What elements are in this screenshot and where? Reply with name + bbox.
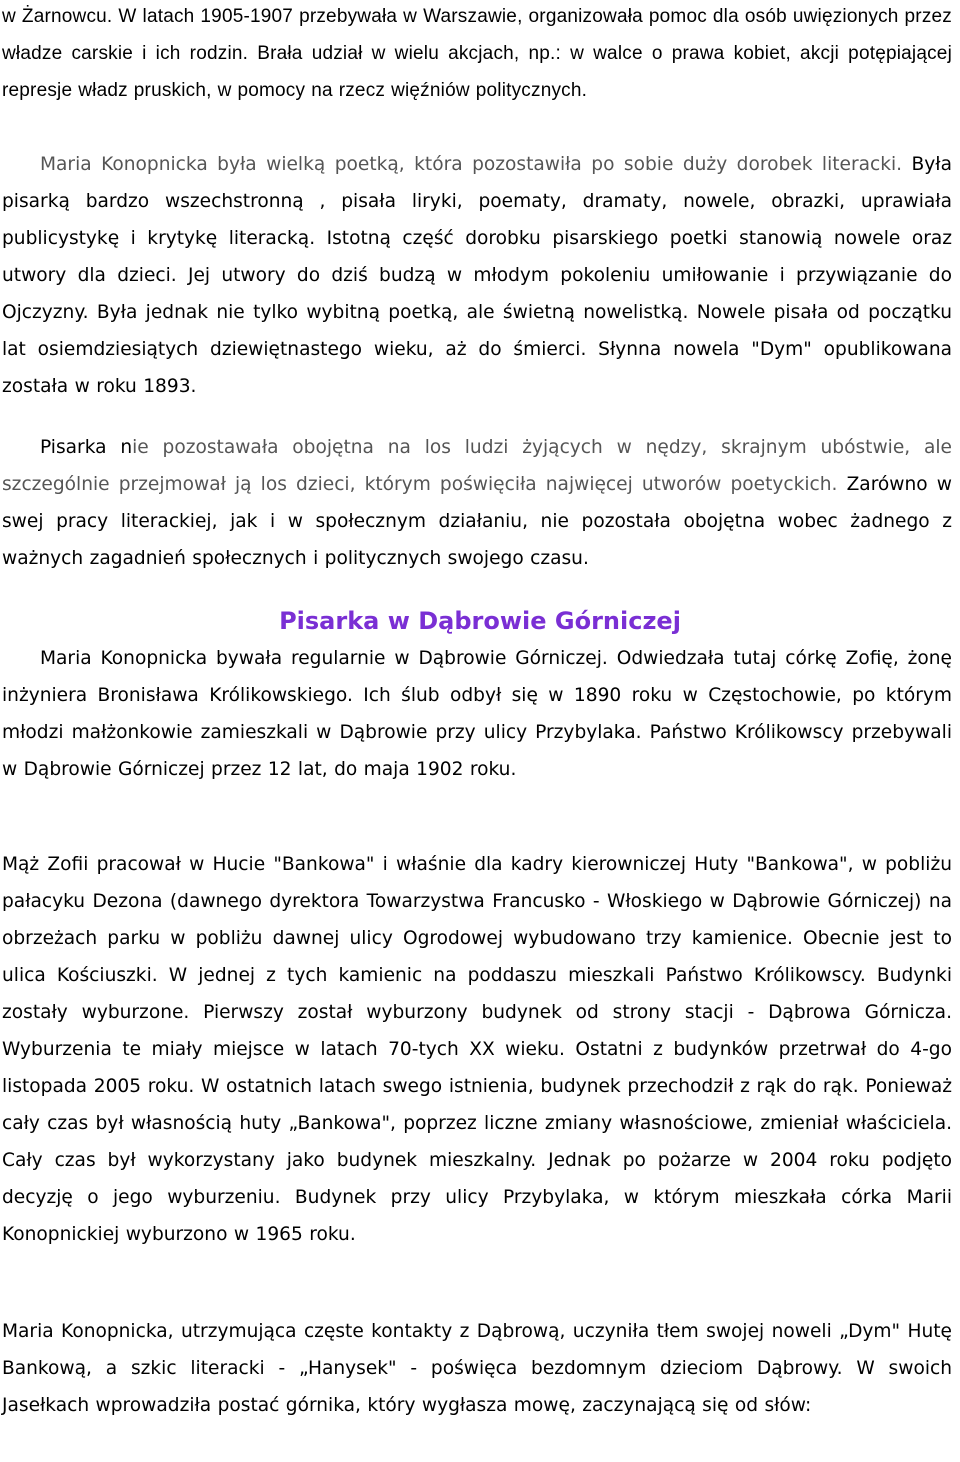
social-engagement-start: Pisarka n (40, 437, 133, 458)
literary-output-body: Była pisarką bardzo wszechstronną , pisała liryki, poematy, dramaty, nowele, obrazki, uprawiała publicystykę i krytykę literacką. Istotną część dorobku pisarskiego poetki stanowią nowele oraz utwory dla dzieci. Jej utwory do dziś budzą w młodym pokoleniu umiłowanie i przywiązanie do Ojczyzny. Była jednak nie tylko wybitną poetką, ale świetną nowelistką. Nowele pisała od początku lat osiemdziesiątych dziewiętnastego wieku, aż do śmierci. Słynna nowela "Dym" opublikowana została w roku 1893. (2, 154, 952, 397)
intro-paragraph: w Żarnowcu. W latach 1905-1907 przebywała w Warszawie, organizowała pomoc dla osób uwięzionych przez władze carskie i ich rodzin. Brała udział w wielu akcjach, np.: w walce o prawa kobiet, akcji potępiającej represje władz pruskich, w pomocy na rzecz więźniów politycznych. (2, 6, 952, 101)
literary-output-paragraph (0, 146, 960, 405)
section-heading: Pisarka w Dąbrowie Górniczej (279, 607, 681, 635)
literary-output-lead: Maria Konopnicka była wielką poetką, która pozostawiła po sobie duży dorobek literacki. (40, 154, 903, 175)
social-engagement-paragraph (0, 429, 960, 577)
dabrowa-visits-paragraph: Maria Konopnicka bywała regularnie w Dąbrowie Górniczej. Odwiedzała tutaj córkę Zofię, żonę inżyniera Bronisława Królikowskiego. Ich ślub odbył się w 1890 roku w Częstochowie, po którym młodzi małżonkowie zamieszkali w Dąbrowie przy ulicy Przybylaka. Państwo Królikowscy przebywali w Dąbrowie Górniczej przez 12 lat, do maja 1902 roku. (2, 648, 952, 780)
social-engagement-grey: ie pozostawała obojętna na los ludzi żyjących w nędzy, skrajnym ubóstwie, ale szczególnie przejmował ją los dzieci, którym poświęciła najwięcej utworów poetyckich. (2, 437, 952, 495)
bankowa-houses-paragraph: Mąż Zofii pracował w Hucie "Bankowa" i właśnie dla kadry kierowniczej Huty "Bankowa", w pobliżu pałacyku Dezona (dawnego dyrektora Towarzystwa Francusko - Włoskiego w Dąbrowie Górniczej) na obrzeżach parku w pobliżu dawnej ulicy Ogrodowej wybudowano trzy kamienice. Obecnie jest to ulica Kościuszki. W jednej z tych kamienic na poddaszu mieszkali Państwo Królikowscy. Budynki zostały wyburzone. Pierwszy został wyburzony budynek od strony stacji - Dąbrowa Górnicza. Wyburzenia te miały miejsce w latach 70-tych XX wieku. Ostatni z budynków przetrwał do 4-go listopada 2005 roku. W ostatnich latach swego istnienia, budynek przechodził z rąk do rąk. Ponieważ cały czas był własnością huty „Bankowa", poprzez liczne zmiany własnościowe, zmieniał właściciela. Cały czas był wykorzystany jako budynek mieszkalny. Jednak po pożarze w 2004 roku podjęto decyzję o jego wyburzeniu. Budynek przy ulicy Przybylaka, w którym mieszkała córka Marii Konopnickiej wyburzono w 1965 roku. (2, 854, 952, 1245)
literary-dabrowa-paragraph: Maria Konopnicka, utrzymująca częste kontakty z Dąbrową, uczyniła tłem swojej noweli „Dym" Hutę Bankową, a szkic literacki - „Hanysek" - poświęca bezdomnym dzieciom Dąbrowy. W swoich Jasełkach wprowadziła postać górnika, który wygłasza mowę, zaczynającą się od słów: (2, 1321, 952, 1416)
social-engagement-body: Zarówno w swej pracy literackiej, jak i w społecznym działaniu, nie pozostała obojętna wobec żadnego z ważnych zagadnień społecznych i politycznych swojego czasu. (2, 474, 952, 569)
